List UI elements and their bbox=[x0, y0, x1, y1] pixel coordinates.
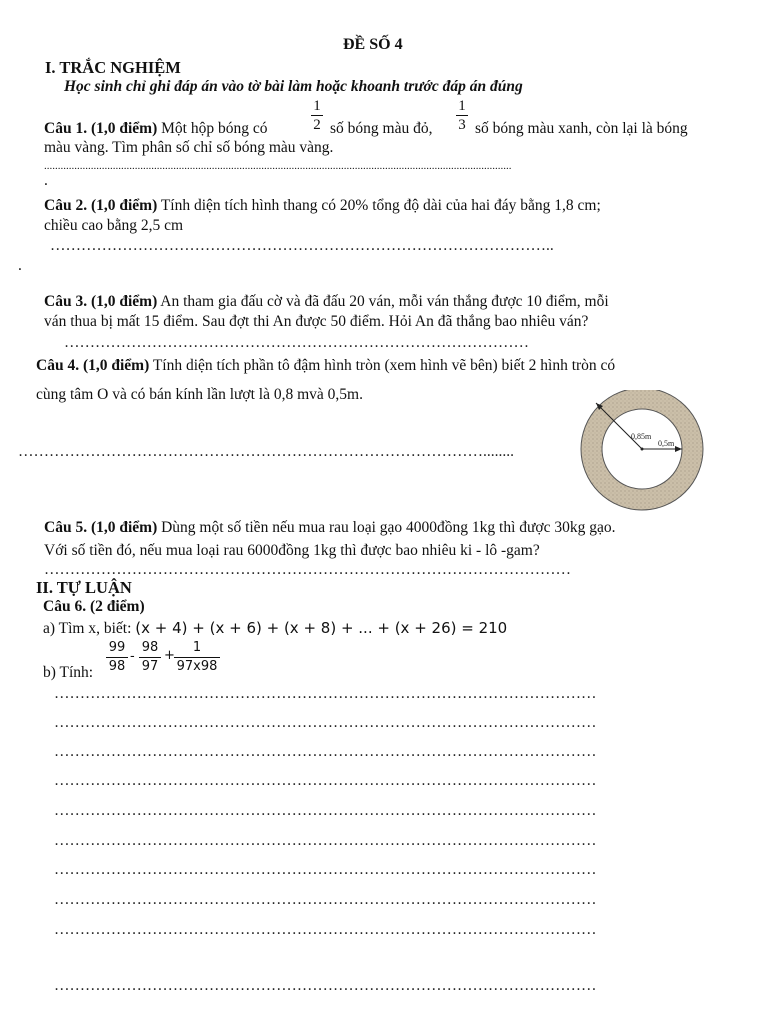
q5-label: Câu 5. (1,0 điểm) bbox=[44, 519, 158, 536]
q6-b-operator-2: + bbox=[164, 648, 175, 663]
work-line[interactable]: …………………………………………………………………………………………… bbox=[54, 743, 597, 760]
q4-label: Câu 4. (1,0 điểm) bbox=[36, 357, 150, 374]
q4-answer-line[interactable]: ………………………………………………………………………………........ bbox=[18, 443, 514, 460]
q3-answer-line[interactable]: ……………………………………………………………………………… bbox=[64, 334, 529, 351]
q4-line-2: cùng tâm O và có bán kính lần lượt là 0,8 mvà 0,5m. bbox=[36, 386, 363, 403]
q1-text-c: số bóng màu xanh, còn lại là bóng bbox=[475, 120, 688, 137]
center-point bbox=[641, 448, 644, 451]
q2-line-2: chiều cao bằng 2,5 cm bbox=[44, 217, 184, 234]
work-line[interactable]: …………………………………………………………………………………………… bbox=[54, 685, 597, 702]
inner-radius-label: 0,5m bbox=[658, 439, 675, 448]
q6-a-label: a) Tìm x, biết: bbox=[43, 620, 132, 637]
q5-answer-line[interactable]: ………………………………………………………………………………………… bbox=[44, 561, 571, 578]
q6-a-expression: (x + 4) + (x + 6) + (x + 8) + ... + (x + 26) = 210 bbox=[135, 619, 508, 637]
work-line[interactable]: …………………………………………………………………………………………… bbox=[54, 802, 597, 819]
q1-fraction-blue: 1 3 bbox=[456, 98, 468, 133]
page-title: ĐỀ SỐ 4 bbox=[343, 36, 403, 53]
q6-label: Câu 6. (2 điểm) bbox=[43, 598, 145, 615]
outer-radius-label: 0,85m bbox=[631, 432, 652, 441]
q3-label: Câu 3. (1,0 điểm) bbox=[44, 293, 158, 310]
section-2-heading: II. TỰ LUẬN bbox=[36, 578, 132, 597]
section-1-instruction: Học sinh chỉ ghi đáp án vào tờ bài làm hoặc khoanh trước đáp án đúng bbox=[64, 78, 523, 95]
q1-line-2: màu vàng. Tìm phân số chỉ số bóng màu vàng. bbox=[44, 139, 334, 156]
q6-b-fraction-3: 1 97x98 bbox=[174, 640, 220, 675]
q1-trailing-dot: . bbox=[44, 172, 48, 189]
q2-label: Câu 2. (1,0 điểm) bbox=[44, 197, 158, 214]
q1-text-b: số bóng màu đỏ, bbox=[330, 120, 433, 137]
q6-b-operator-1: - bbox=[130, 649, 135, 664]
q1-fraction-red: 1 2 bbox=[311, 98, 323, 133]
q5-line-2: Với số tiền đó, nếu mua loại rau 6000đồng 1kg thì được bao nhiêu ki - lô -gam? bbox=[44, 542, 540, 559]
q1-answer-line[interactable]: .......................................................................................................................................................................... bbox=[44, 160, 512, 172]
q2-answer-line[interactable]: …………………………………………………………………………………….. bbox=[50, 237, 554, 254]
work-line[interactable]: …………………………………………………………………………………………… bbox=[54, 977, 597, 994]
q2-text: Tính diện tích hình thang có 20% tổng độ dài của hai đáy bằng 1,8 cm; bbox=[160, 197, 601, 214]
work-line[interactable]: …………………………………………………………………………………………… bbox=[54, 832, 597, 849]
work-line[interactable]: …………………………………………………………………………………………… bbox=[54, 772, 597, 789]
work-line[interactable]: …………………………………………………………………………………………… bbox=[54, 714, 597, 731]
q3-line-2: ván thua bị mất 15 điểm. Sau đợt thi An được 50 điểm. Hỏi An đã thắng bao nhiêu ván? bbox=[44, 313, 589, 330]
q4-text: Tính diện tích phần tô đậm hình tròn (xem hình vẽ bên) biết 2 hình tròn có bbox=[152, 357, 616, 374]
concentric-circles-figure bbox=[572, 390, 714, 514]
q6-b-fraction-1: 99 98 bbox=[106, 640, 128, 675]
q1-label: Câu 1. (1,0 điểm) bbox=[44, 120, 158, 137]
work-line[interactable]: …………………………………………………………………………………………… bbox=[54, 861, 597, 878]
q6-b-fraction-2: 98 97 bbox=[139, 640, 161, 675]
q6-b-label: b) Tính: bbox=[43, 664, 94, 681]
q1-text-a: Một hộp bóng có bbox=[161, 120, 268, 137]
work-line[interactable]: …………………………………………………………………………………………… bbox=[54, 891, 597, 908]
section-1-heading: I. TRẮC NGHIỆM bbox=[45, 58, 181, 77]
q2-trailing-dot: . bbox=[18, 257, 22, 274]
work-line[interactable]: …………………………………………………………………………………………… bbox=[54, 921, 597, 938]
q3-text: An tham gia đấu cờ và đã đấu 20 ván, mỗi ván thắng được 10 điểm, mỗi bbox=[160, 293, 609, 310]
q5-text: Dùng một số tiền nếu mua rau loại gạo 4000đồng 1kg thì được 30kg gạo. bbox=[161, 519, 616, 536]
